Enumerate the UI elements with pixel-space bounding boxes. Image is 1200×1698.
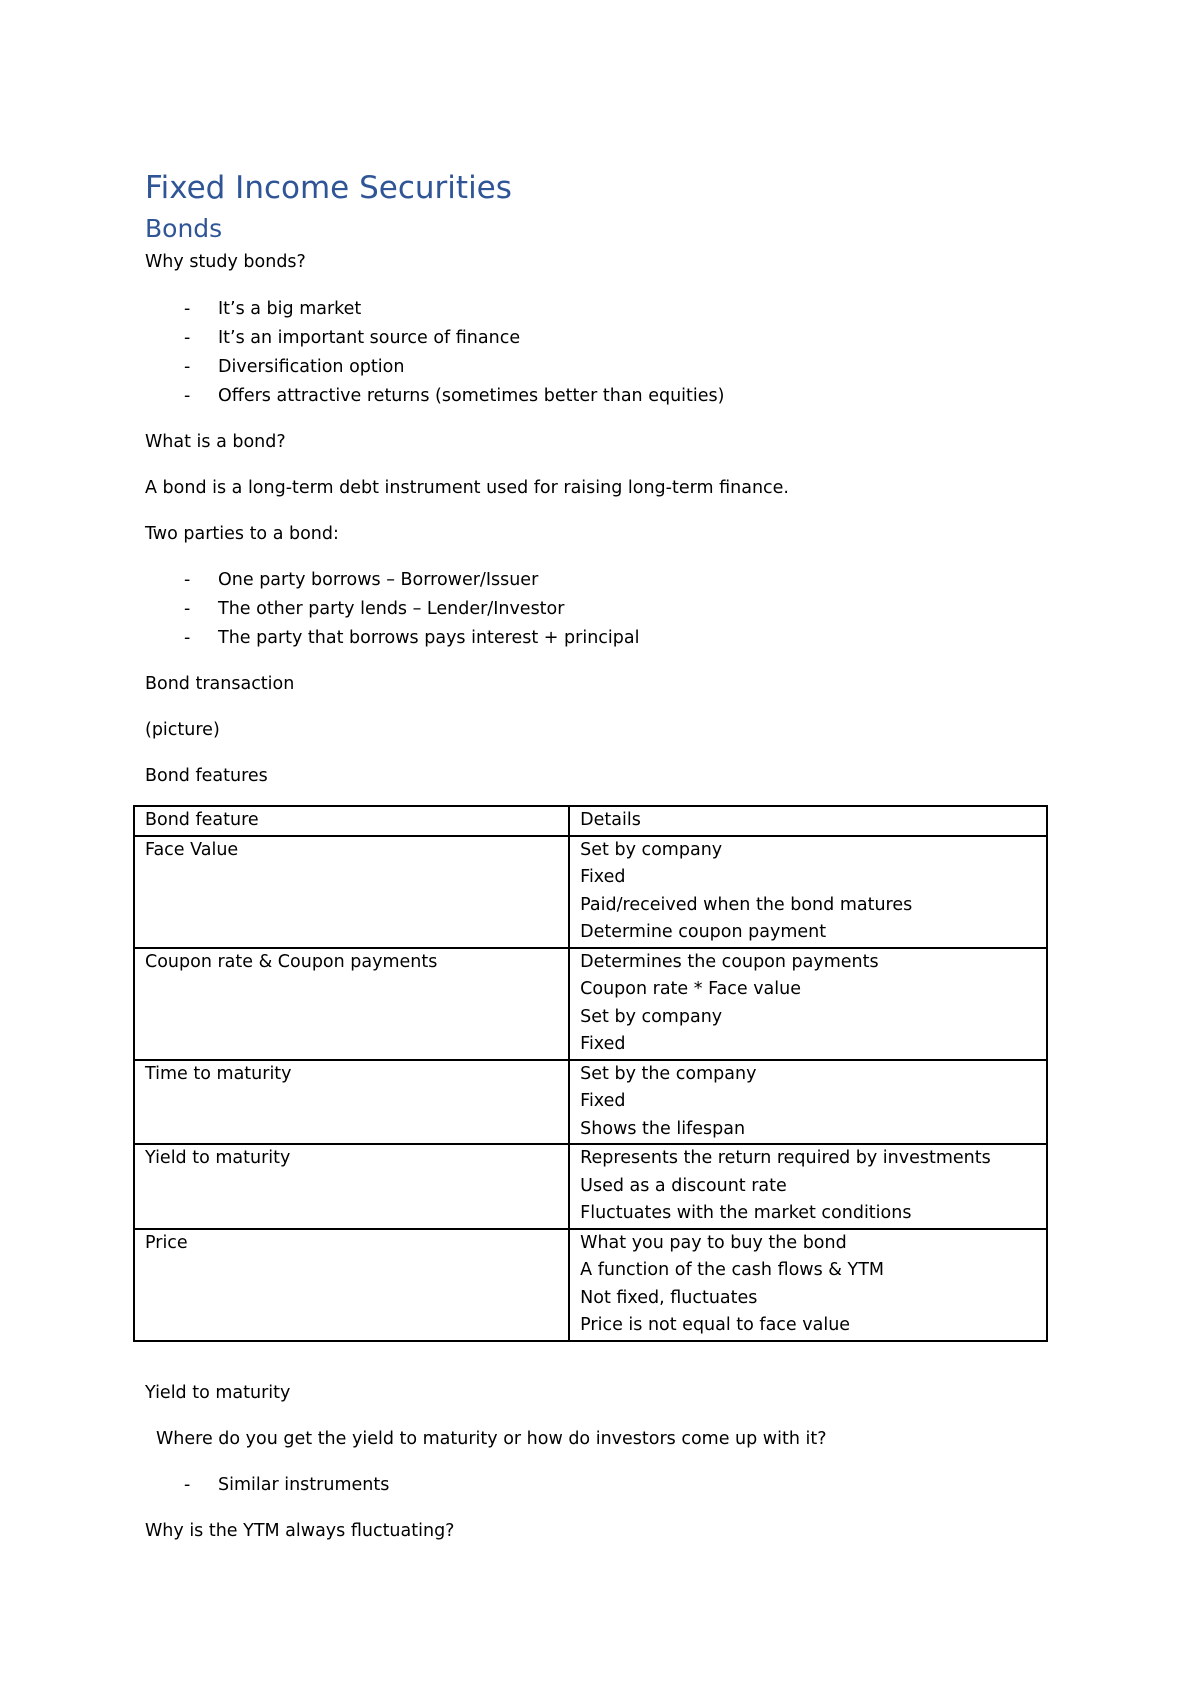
detail-line: Set by the company [580,1063,757,1084]
table-header-cell: Details [569,806,1047,836]
detail-line: A function of the cash flows & YTM [580,1260,884,1280]
ytm-fluctuating-question: Why is the YTM always fluctuating? [145,1521,455,1541]
table-header-cell: Bond feature [134,806,569,836]
detail-line: Fixed [580,1091,626,1111]
picture-placeholder: (picture) [145,720,220,740]
bond-transaction-heading: Bond transaction [145,674,295,694]
detail-line: Used as a discount rate [580,1175,787,1196]
table-row [134,1229,1047,1341]
bullet-dash: - [184,299,191,319]
what-is-question: What is a bond? [145,432,286,452]
details-cell [569,1144,1047,1229]
document-title: Fixed Income Securities [145,170,512,206]
section-heading-bonds: Bonds [145,214,223,243]
bullet-dash: - [184,599,191,619]
table-row [134,1060,1047,1145]
details-cell [569,948,1047,1060]
list-item-text: Offers attractive returns (sometimes better than equities) [218,386,725,406]
table-row [134,1144,1047,1229]
bullet-dash: - [184,1475,191,1495]
bullet-dash: - [184,628,191,648]
table-row [134,836,1047,948]
details-cell [569,1229,1047,1341]
why-study-question: Why study bonds? [145,252,306,272]
list-item-text: Similar instruments [218,1475,390,1495]
details-cell [569,1060,1047,1145]
bullet-dash: - [184,570,191,590]
two-parties-heading: Two parties to a bond: [145,524,339,544]
table-row [134,948,1047,1060]
detail-line: What you pay to buy the bond [580,1232,847,1253]
feature-cell: Time to maturity [134,1060,569,1145]
list-item-text: The party that borrows pays interest + principal [218,628,640,648]
detail-line: Set by company [580,839,723,860]
list-item-text: Diversification option [218,357,405,377]
detail-line: Paid/received when the bond matures [580,894,913,915]
feature-cell: Face Value [134,836,569,948]
detail-line: Set by company [580,1006,723,1027]
feature-cell: Coupon rate & Coupon payments [134,948,569,1060]
list-item-text: One party borrows – Borrower/Issuer [218,570,539,590]
detail-line: Represents the return required by investments [580,1148,991,1168]
detail-line: Not fixed, fluctuates [580,1287,758,1308]
list-item-text: It’s a big market [218,299,362,319]
table-header-row [134,806,1047,836]
detail-line: Shows the lifespan [580,1118,746,1139]
details-cell [569,836,1047,948]
list-item-text: It’s an important source of finance [218,328,521,348]
bond-features-table [133,805,1048,1342]
bullet-dash: - [184,386,191,406]
detail-line: Fluctuates with the market conditions [580,1203,912,1223]
detail-line: Fixed [580,867,626,887]
ytm-question: Where do you get the yield to maturity or how do investors come up with it? [156,1429,827,1449]
detail-line: Determine coupon payment [580,922,827,942]
detail-line: Coupon rate * Face value [580,979,801,999]
bullet-dash: - [184,328,191,348]
list-item-text: The other party lends – Lender/Investor [218,599,565,619]
detail-line: Price is not equal to face value [580,1315,851,1335]
bullet-dash: - [184,357,191,377]
feature-cell: Yield to maturity [134,1144,569,1229]
bond-features-heading: Bond features [145,766,268,786]
detail-line: Determines the coupon payments [580,951,879,972]
bond-definition: A bond is a long-term debt instrument used for raising long-term finance. [145,478,789,498]
feature-cell: Price [134,1229,569,1341]
ytm-heading: Yield to maturity [145,1383,291,1403]
detail-line: Fixed [580,1034,626,1054]
